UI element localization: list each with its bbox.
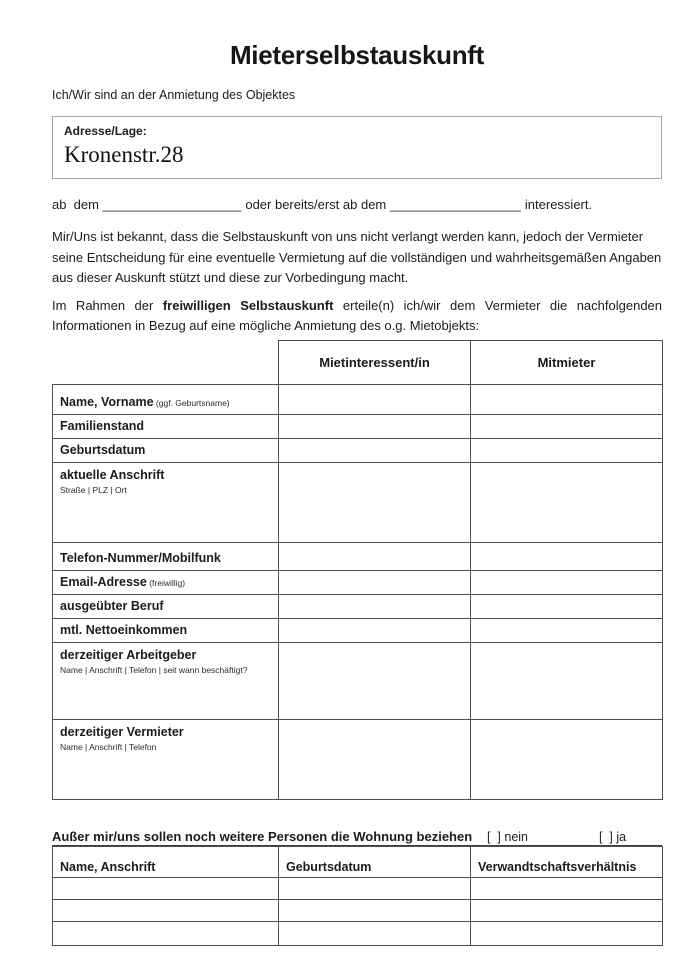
input-cell-person-geburtsdatum[interactable]	[279, 877, 471, 899]
input-cell-anschrift-mietinteressent[interactable]	[279, 462, 471, 542]
table-row-familienstand	[53, 414, 663, 438]
table-row-telefon	[53, 542, 663, 570]
persons-table-row	[53, 899, 663, 921]
address-value: Kronenstr.28	[64, 142, 184, 167]
column-header-name-anschrift: Name, Anschrift	[53, 846, 279, 877]
input-cell-person-geburtsdatum[interactable]	[279, 899, 471, 921]
input-cell-email-mietinteressent[interactable]	[279, 570, 471, 594]
row-label: ausgeübter Beruf	[60, 598, 164, 613]
row-label: derzeitiger Arbeitgeber	[60, 647, 197, 662]
address-label: Adresse/Lage:	[64, 124, 147, 138]
input-cell-einkommen-mietinteressent[interactable]	[279, 618, 471, 642]
voluntary-paragraph-post: erteile(n) ich/wir dem Vermieter die nachfolgenden Informationen in Bezug auf eine mögliche Anmietung des o.g. Mietobjekts:	[52, 297, 663, 333]
row-sublabel: (ggf. Geburtsname)	[153, 397, 230, 408]
header-spacer-cell	[53, 340, 279, 384]
persons-table-header-row	[53, 846, 663, 877]
row-label: Familienstand	[60, 418, 145, 433]
additional-persons-table	[52, 846, 663, 946]
input-cell-telefon-mietinteressent[interactable]	[279, 542, 471, 570]
voluntary-paragraph-bold: freiwilligen Selbstauskunft	[162, 297, 334, 313]
additional-persons-heading-row	[52, 826, 662, 846]
row-label: Email-Adresse	[60, 574, 147, 589]
table-row-name	[53, 384, 663, 414]
checkbox-ja[interactable]: [ ] ja	[599, 829, 627, 844]
input-cell-familienstand-mitmieter[interactable]	[471, 414, 663, 438]
input-cell-beruf-mietinteressent[interactable]	[279, 594, 471, 618]
input-cell-person-name[interactable]	[53, 877, 279, 899]
input-cell-anschrift-mitmieter[interactable]	[471, 462, 663, 542]
input-cell-person-geburtsdatum[interactable]	[279, 921, 471, 945]
column-header-geburtsdatum: Geburtsdatum	[279, 846, 471, 877]
column-header-mitmieter: Mitmieter	[471, 340, 663, 384]
input-cell-geburtsdatum-mietinteressent[interactable]	[279, 438, 471, 462]
additional-persons-heading: Außer mir/uns sollen noch weitere Personen die Wohnung beziehen	[52, 828, 473, 844]
table-row-nettoeinkommen	[53, 618, 663, 642]
intro-text: Ich/Wir sind an der Anmietung des Objektes	[52, 88, 296, 102]
table-row-email	[53, 570, 663, 594]
disclosure-paragraph: Mir/Uns ist bekannt, dass die Selbstauskunft von uns nicht verlangt werden kann, jedoch der Vermieter seine Entscheidung für eine eventuelle Vermietung auf die vollständigen und wahrheitsgemäßen Angaben aus dieser Auskunft stützt und diese zur Vorbedingung macht.	[52, 229, 662, 285]
table-header-row	[53, 340, 663, 384]
input-cell-person-name[interactable]	[53, 899, 279, 921]
row-sublabel: Name | Anschrift | Telefon | seit wann beschäftigt?	[60, 664, 248, 675]
move-in-date-line	[52, 197, 662, 213]
checkbox-nein[interactable]: [ ] nein	[487, 829, 528, 844]
row-sublabel: Straße | PLZ | Ort	[60, 484, 127, 495]
input-cell-geburtsdatum-mitmieter[interactable]	[471, 438, 663, 462]
row-label: aktuelle Anschrift	[60, 467, 165, 482]
applicant-info-table	[52, 340, 663, 800]
table-row-beruf	[53, 594, 663, 618]
input-cell-einkommen-mitmieter[interactable]	[471, 618, 663, 642]
row-label: Geburtsdatum	[60, 442, 146, 457]
date-line-suffix: interessiert.	[521, 197, 593, 212]
input-cell-familienstand-mietinteressent[interactable]	[279, 414, 471, 438]
row-label: mtl. Nettoeinkommen	[60, 622, 188, 637]
date-blank-field-1[interactable]: __________________	[102, 197, 242, 212]
table-row-geburtsdatum	[53, 438, 663, 462]
column-header-verwandtschaft: Verwandtschaftsverhältnis	[471, 846, 663, 877]
input-cell-email-mitmieter[interactable]	[471, 570, 663, 594]
input-cell-vermieter-mitmieter[interactable]	[471, 719, 663, 799]
table-row-anschrift	[53, 462, 663, 542]
voluntary-paragraph	[52, 296, 662, 337]
input-cell-arbeitgeber-mietinteressent[interactable]	[279, 642, 471, 719]
table-row-arbeitgeber	[53, 642, 663, 719]
row-label: Telefon-Nummer/Mobilfunk	[60, 550, 221, 565]
input-cell-arbeitgeber-mitmieter[interactable]	[471, 642, 663, 719]
date-blank-field-2[interactable]: _________________	[389, 197, 522, 212]
date-line-middle: oder bereits/erst ab dem	[241, 197, 390, 212]
input-cell-person-name[interactable]	[53, 921, 279, 945]
input-cell-person-verwandtschaft[interactable]	[471, 899, 663, 921]
row-label: derzeitiger Vermieter	[60, 724, 184, 739]
table-row-vermieter	[53, 719, 663, 799]
row-sublabel: (freiwillig)	[146, 577, 186, 588]
address-box	[52, 116, 662, 179]
input-cell-person-verwandtschaft[interactable]	[471, 921, 663, 945]
page-title: Mieterselbstauskunft	[229, 40, 485, 70]
persons-table-row	[53, 921, 663, 945]
persons-table-row	[53, 877, 663, 899]
input-cell-person-verwandtschaft[interactable]	[471, 877, 663, 899]
input-cell-name-mitmieter[interactable]	[471, 384, 663, 414]
row-sublabel: Name | Anschrift | Telefon	[60, 741, 157, 752]
row-label: Name, Vorname	[60, 394, 154, 409]
input-cell-telefon-mitmieter[interactable]	[471, 542, 663, 570]
column-header-mietinteressent: Mietinteressent/in	[279, 340, 471, 384]
input-cell-beruf-mitmieter[interactable]	[471, 594, 663, 618]
voluntary-paragraph-pre: Im Rahmen der	[52, 297, 163, 313]
input-cell-vermieter-mietinteressent[interactable]	[279, 719, 471, 799]
input-cell-name-mietinteressent[interactable]	[279, 384, 471, 414]
date-line-prefix: ab dem	[52, 197, 103, 212]
